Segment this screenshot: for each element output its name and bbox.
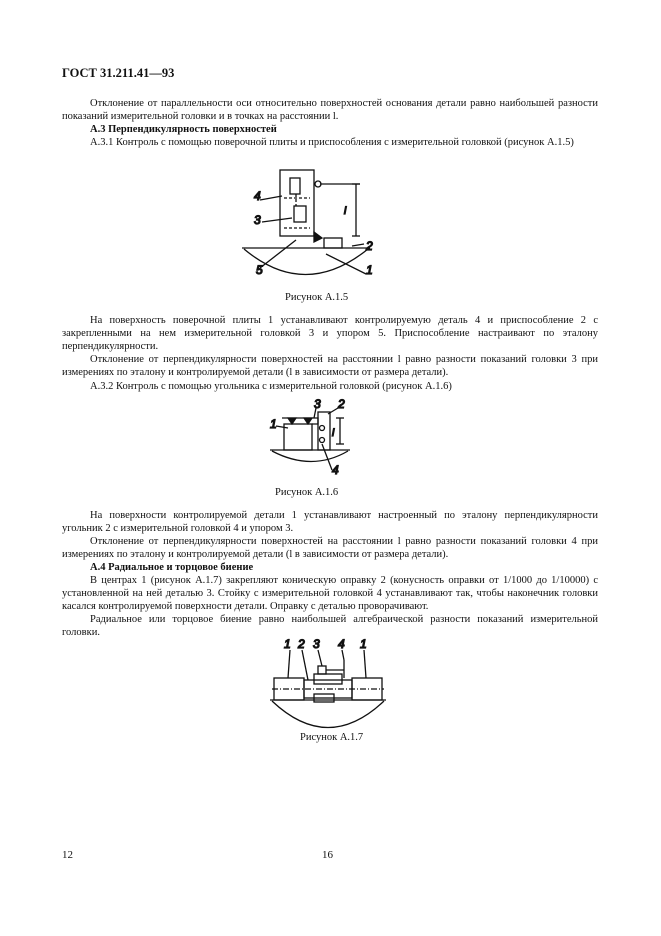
figure-a17-caption: Рисунок А.1.7	[300, 732, 364, 743]
paragraph-a32: А.3.2 Контроль с помощью угольника с измерительной головкой (рисунок А.1.6)	[90, 381, 452, 392]
figure-a17-label-2: 2	[298, 637, 305, 651]
figure-a17-label-3: 3	[313, 637, 320, 651]
figure-a15-label-1: 1	[366, 263, 373, 277]
figure-a16-dimension-l: l	[332, 428, 335, 439]
document-header: ГОСТ 31.211.41—93	[62, 66, 175, 80]
section-heading-a4: А.4 Радиальное и торцовое биение	[90, 562, 254, 573]
figure-a15-caption: Рисунок А.1.5	[285, 292, 349, 303]
paragraph-parallelism: Отклонение от параллельности оси относительно поверхностей основания детали равно наибольшей разности показаний измерительной головки и в точках на расстоянии l.	[62, 98, 598, 122]
figure-a16-label-1: 1	[270, 417, 277, 431]
section-heading-a3: А.3 Перпендикулярность поверхностей	[90, 124, 277, 135]
figure-a15-label-5: 5	[256, 263, 263, 277]
figure-a17-label-1-right: 1	[360, 637, 367, 651]
figure-a15-label-3: 3	[254, 213, 261, 227]
paragraph-a4-setup: В центрах 1 (рисунок А.1.7) закрепляют коническую оправку 2 (конусность оправки от 1/1000 до 1/10000) с установленной на ней деталью 3. Стойку с измерительной головкой 4 устанавливают так, чтобы наконечник головки касался контролируемой поверхности детали. Оправку с деталью проворачивают.	[62, 575, 598, 612]
page-number-center: 16	[322, 849, 333, 861]
paragraph-a32-setup: На поверхности контролируемой детали 1 устанавливают настроенный по эталону перпендикулярности угольник 2 с измерительной головкой 4 и упором 3.	[62, 510, 598, 534]
figure-a17-label-1-left: 1	[284, 637, 291, 651]
figure-a17-drawing	[268, 636, 388, 726]
paragraph-a31-setup: На поверхность поверочной плиты 1 устанавливают контролируемую деталь 4 и приспособление 2 с закрепленными на нем измерительной головкой 3 и упором 5. Приспособление настраивают по эталону перпендикулярности.	[62, 315, 598, 352]
figure-a16-label-2: 2	[338, 397, 345, 411]
figure-a15-drawing	[240, 170, 400, 280]
paragraph-a31-deviation: Отклонение от перпендикулярности поверхностей на расстоянии l равно разности показаний головки 3 при измерениях по эталону и контролируемой детали (l в зависимости от размера детали).	[62, 354, 598, 378]
page-number-left: 12	[62, 849, 73, 861]
figure-a16-label-4: 4	[332, 463, 339, 477]
figure-a16-caption: Рисунок А.1.6	[275, 487, 339, 498]
paragraph-a4-result: Радиальное или торцовое биение равно наибольшей алгебраической разности показаний измерительной головки.	[62, 614, 598, 638]
figure-a17-label-4: 4	[338, 637, 345, 651]
figure-a16-label-3: 3	[314, 397, 321, 411]
paragraph-a31: А.3.1 Контроль с помощью поверочной плиты и приспособления с измерительной головкой (рисунок А.1.5)	[90, 137, 574, 148]
figure-a15-dimension-l: l	[344, 206, 347, 217]
figure-a16-drawing	[268, 398, 358, 478]
figure-a15-label-4: 4	[254, 189, 261, 203]
paragraph-a32-deviation: Отклонение от перпендикулярности поверхностей на расстоянии l равно разности показаний головки 4 при измерениях по эталону и контролируемой детали (l в зависимости от размера детали).	[62, 536, 598, 560]
figure-a15-label-2: 2	[366, 239, 373, 253]
